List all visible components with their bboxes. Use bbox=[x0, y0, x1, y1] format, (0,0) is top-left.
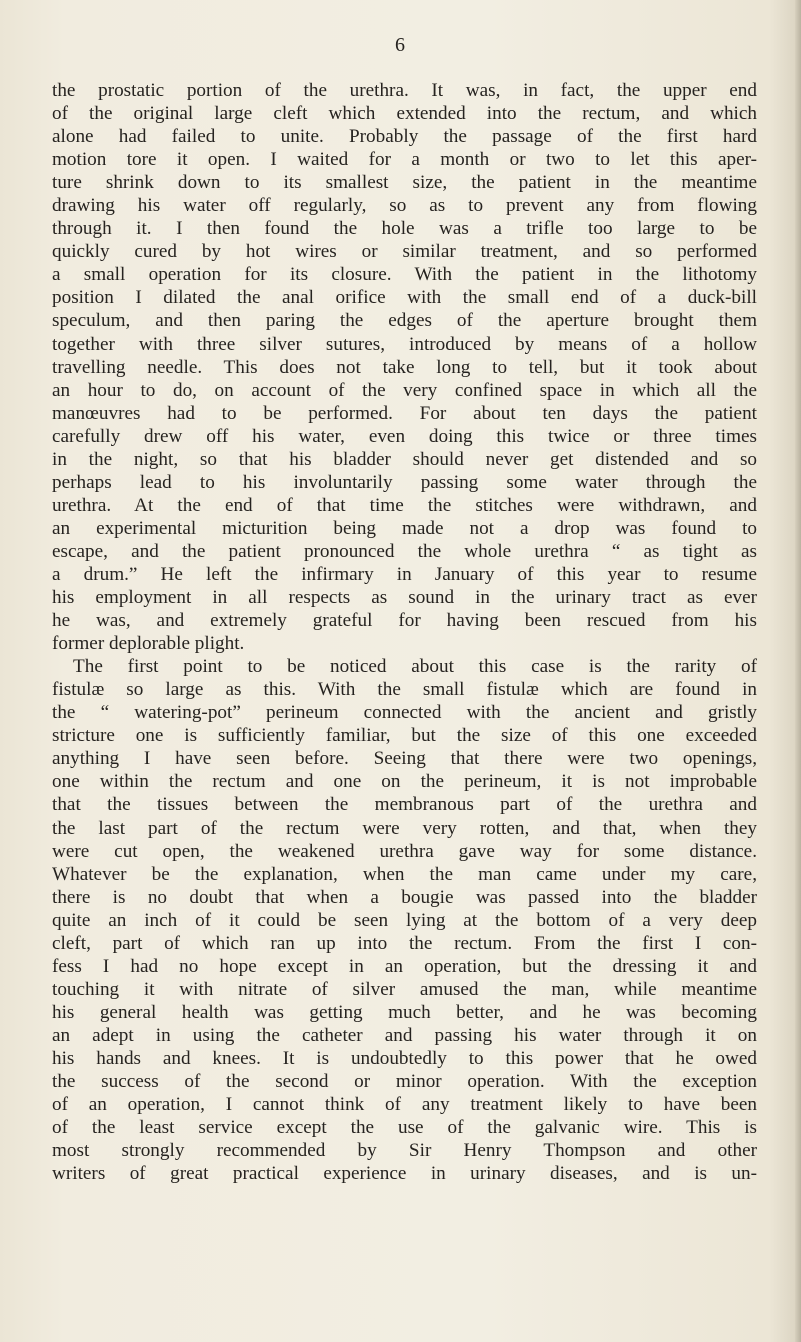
text-line: touching it with nitrate of silver amused the man, while meantime bbox=[52, 978, 757, 1000]
text-line: carefully drew off his water, even doing this twice or three times bbox=[52, 425, 757, 447]
text-line: of the least service except the use of the galvanic wire. This is bbox=[52, 1117, 757, 1139]
page-edge bbox=[795, 0, 801, 1342]
text-line: the success of the second or minor operation. With the exception bbox=[52, 1071, 757, 1093]
text-line: an hour to do, on account of the very confined space in which all the bbox=[52, 379, 757, 401]
text-line: quickly cured by hot wires or similar treatment, and so performed bbox=[52, 241, 757, 263]
text-line: alone had failed to unite. Probably the passage of the first hard bbox=[52, 126, 757, 148]
page-number: 6 bbox=[395, 34, 406, 56]
text-line: that the tissues between the membranous part of the urethra and bbox=[52, 794, 757, 816]
text-line: through it. I then found the hole was a trifle too large to be bbox=[52, 218, 757, 240]
text-line: his general health was getting much better, and he was becoming bbox=[52, 1001, 757, 1023]
text-line: drawing his water off regularly, so as to prevent any from flowing bbox=[52, 195, 757, 217]
body-text bbox=[52, 79, 757, 1185]
text-line: of an operation, I cannot think of any treatment likely to have been bbox=[52, 1094, 757, 1116]
text-line: he was, and extremely grateful for having been rescued from his bbox=[52, 610, 757, 632]
text-line: position I dilated the anal orifice with the small end of a duck-bill bbox=[52, 287, 757, 309]
text-line: The first point to be noticed about this case is the rarity of bbox=[73, 656, 757, 678]
text-line: former deplorable plight. bbox=[52, 633, 245, 655]
text-line: a drum.” He left the infirmary in January of this year to resume bbox=[52, 563, 757, 585]
text-line: writers of great practical experience in urinary diseases, and is un- bbox=[52, 1163, 757, 1185]
text-line: speculum, and then paring the edges of the aperture brought them bbox=[52, 310, 757, 332]
text-line: ture shrink down to its smallest size, the patient in the meantime bbox=[52, 172, 757, 194]
text-line: a small operation for its closure. With the patient in the lithotomy bbox=[52, 264, 757, 286]
text-line: the last part of the rectum were very rotten, and that, when they bbox=[52, 817, 757, 839]
text-line: his employment in all respects as sound in the urinary tract as ever bbox=[52, 587, 757, 609]
text-line: urethra. At the end of that time the stitches were withdrawn, and bbox=[52, 494, 757, 516]
text-line: together with three silver sutures, introduced by means of a hollow bbox=[52, 333, 757, 355]
text-line: the “ watering-pot” perineum connected with the ancient and gristly bbox=[52, 702, 757, 724]
text-line: anything I have seen before. Seeing that there were two openings, bbox=[52, 748, 757, 770]
text-line: an adept in using the catheter and passing his water through it on bbox=[52, 1024, 757, 1046]
text-line: stricture one is sufficiently familiar, but the size of this one exceeded bbox=[52, 725, 757, 747]
text-line: the prostatic portion of the urethra. It was, in fact, the upper end bbox=[52, 80, 757, 101]
text-line: of the original large cleft which extended into the rectum, and which bbox=[52, 103, 757, 125]
text-line: cleft, part of which ran up into the rectum. From the first I con- bbox=[52, 932, 757, 954]
text-line: fistulæ so large as this. With the small fistulæ which are found in bbox=[52, 679, 757, 701]
text-line: motion tore it open. I waited for a month or two to let this aper- bbox=[52, 149, 757, 171]
text-line: perhaps lead to his involuntarily passing some water through the bbox=[52, 471, 757, 493]
text-line: travelling needle. This does not take long to tell, but it took about bbox=[52, 356, 757, 378]
text-line: one within the rectum and one on the perineum, it is not improbable bbox=[52, 771, 757, 793]
text-line: there is no doubt that when a bougie was passed into the bladder bbox=[52, 886, 757, 908]
text-line: escape, and the patient pronounced the whole urethra “ as tight as bbox=[52, 540, 757, 562]
text-line: manœuvres had to be performed. For about ten days the patient bbox=[52, 402, 757, 424]
text-line: his hands and knees. It is undoubtedly to this power that he owed bbox=[52, 1047, 757, 1069]
text-line: were cut open, the weakened urethra gave way for some distance. bbox=[52, 840, 757, 862]
text-line: an experimental micturition being made not a drop was found to bbox=[52, 517, 757, 539]
text-line: most strongly recommended by Sir Henry Thompson and other bbox=[52, 1140, 757, 1162]
text-line: fess I had no hope except in an operation, but the dressing it and bbox=[52, 955, 757, 977]
text-line: Whatever be the explanation, when the man came under my care, bbox=[52, 863, 757, 885]
text-line: in the night, so that his bladder should never get distended and so bbox=[52, 448, 757, 470]
text-line: quite an inch of it could be seen lying at the bottom of a very deep bbox=[52, 909, 757, 931]
